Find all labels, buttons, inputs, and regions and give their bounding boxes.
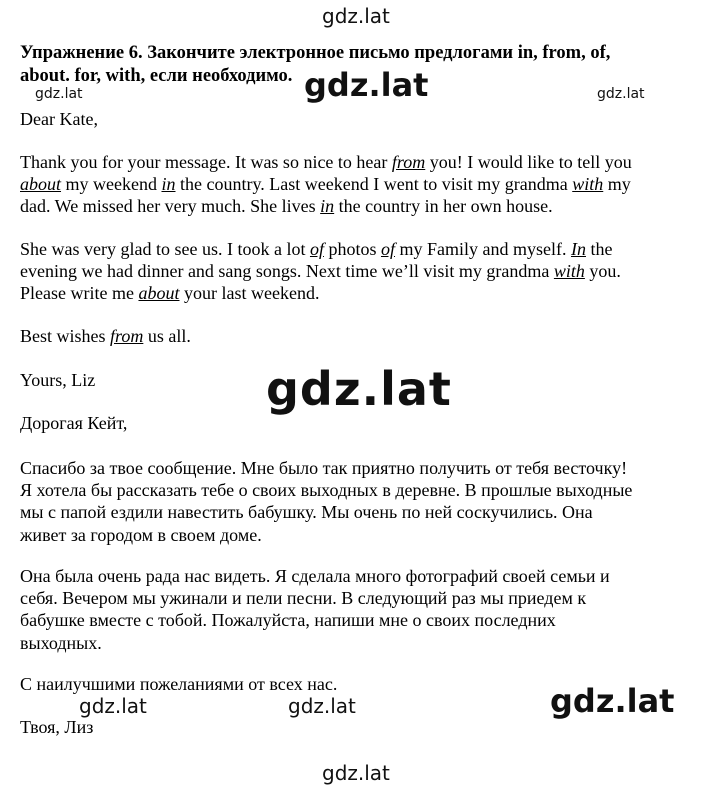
answer-preposition: of — [309, 239, 324, 259]
watermark-bottom-center: gdz.lat — [284, 694, 360, 718]
ru-p1-line-4: живет за городом в своем доме. — [20, 524, 262, 545]
letter-en-greeting: Dear Kate, — [20, 109, 98, 129]
answer-preposition: in — [320, 196, 335, 217]
text: photos — [323, 239, 381, 259]
text: Please write me — [20, 283, 139, 304]
text: the — [585, 239, 613, 259]
letter-ru-signature: Твоя, Лиз — [20, 717, 94, 737]
watermark-center-big: gdz.lat — [266, 362, 452, 416]
letter-en-paragraph-2 — [20, 238, 710, 305]
title-line-2: about. for, with, если необходимо. — [20, 66, 293, 86]
text: you. — [584, 261, 621, 282]
watermark-right-small: gdz.lat — [597, 86, 645, 102]
text: you! I would like to tell you — [425, 152, 632, 172]
letter-ru-closing: С наилучшими пожеланиями от всех нас. — [20, 674, 338, 694]
text: Best wishes — [20, 326, 110, 346]
ru-p1-line-1: Спасибо за твое сообщение. Мне было так приятно получить от тебя весточку! — [20, 458, 628, 478]
answer-preposition: with — [553, 261, 585, 282]
answer-preposition: from — [391, 152, 426, 172]
answer-preposition: about — [20, 174, 62, 195]
watermark-left-small: gdz.lat — [35, 86, 83, 102]
title-line-1: Упражнение 6. Закончите электронное письмо предлогами in, from, of, — [20, 43, 611, 63]
letter-ru-greeting: Дорогая Кейт, — [20, 413, 128, 433]
letter-ru-paragraph-2 — [20, 565, 710, 654]
en-p2-line-2 — [20, 260, 710, 282]
answer-preposition: of — [380, 239, 395, 259]
text: the country in her own house. — [334, 196, 553, 217]
answer-preposition: with — [572, 174, 604, 195]
ru-p1-line-2: Я хотела бы рассказать тебе о своих выходных в деревне. В прошлые выходные — [20, 480, 633, 501]
answer-preposition: in — [161, 174, 176, 195]
text: dad. We missed her very much. She lives — [20, 196, 321, 217]
answer-preposition: In — [570, 239, 586, 259]
text: the country. Last weekend I went to visit my grandma — [175, 174, 573, 195]
ru-p1-line-3: мы с папой ездили навестить бабушку. Мы очень по ней соскучились. Она — [20, 502, 593, 523]
text: my weekend — [61, 174, 162, 195]
ru-p2-line-2: себя. Вечером мы ужинали и пели песни. В следующий раз мы приедем к — [20, 588, 587, 609]
text: She was very glad to see us. I took a lot — [20, 239, 310, 259]
en-p2-line-1 — [20, 238, 710, 260]
watermark-bottom: gdz.lat — [322, 761, 390, 785]
en-p1-line-3 — [20, 195, 710, 217]
letter-en-paragraph-1 — [20, 151, 710, 218]
answer-preposition: from — [110, 326, 144, 346]
letter-en-signature: Yours, Liz — [20, 370, 96, 390]
watermark-top: gdz.lat — [322, 4, 390, 28]
en-p1-line-2 — [20, 173, 710, 195]
letter-en-closing — [20, 325, 710, 347]
text: my — [603, 174, 631, 195]
text: evening we had dinner and sang songs. Next time we’ll visit my grandma — [20, 261, 554, 282]
answer-preposition: about — [138, 283, 180, 304]
watermark-title-overlay: gdz.lat — [302, 66, 434, 104]
text: Thank you for your message. It was so nice to hear — [20, 152, 392, 172]
text: your last weekend. — [179, 283, 320, 304]
ru-p2-line-1: Она была очень рада нас видеть. Я сделала много фотографий своей семьи и — [20, 566, 610, 586]
text: us all. — [143, 326, 191, 346]
letter-ru-paragraph-1 — [20, 457, 710, 546]
ru-p2-line-3: бабушке вместе с тобой. Пожалуйста, напиши мне о своих последних — [20, 610, 556, 631]
text: my Family and myself. — [395, 239, 571, 259]
watermark-bottom-right-big: gdz.lat — [546, 682, 678, 720]
ru-p2-line-4: выходных. — [20, 632, 102, 653]
watermark-bottom-left: gdz.lat — [75, 694, 151, 718]
en-p1-line-1 — [20, 151, 710, 173]
en-p2-line-3 — [20, 282, 710, 304]
